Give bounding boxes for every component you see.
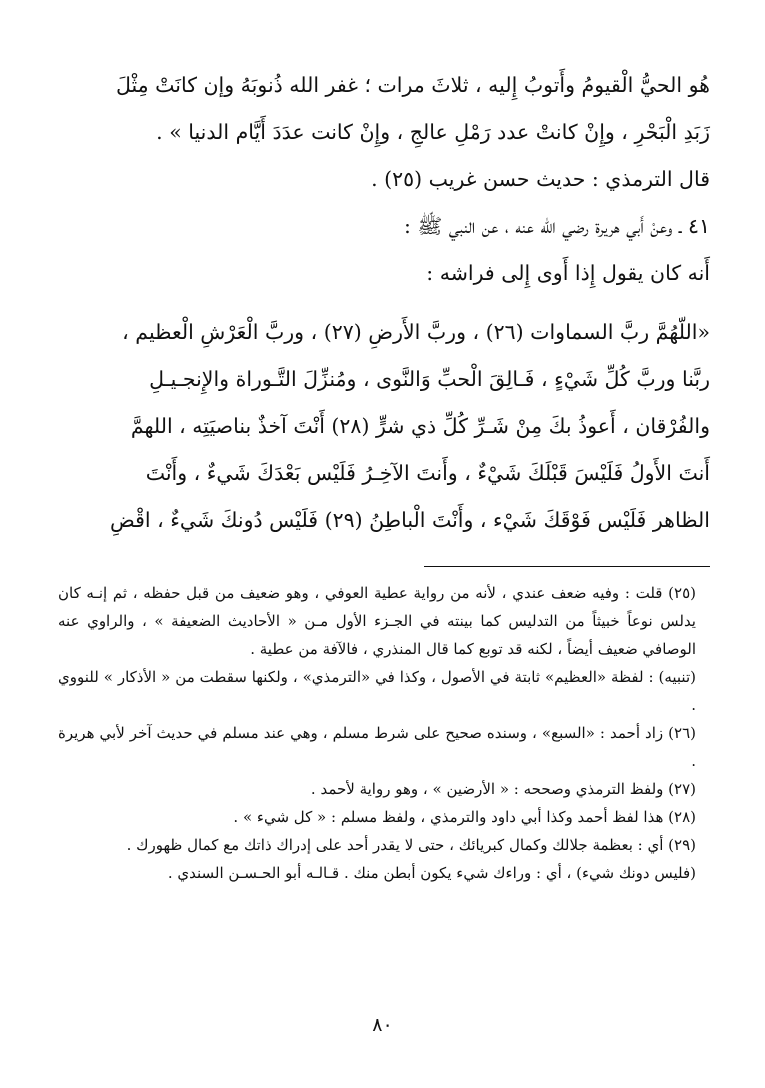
- main-line: أَنتَ الأَولُ فَلَيْسَ قَبْلَكَ شَيْءٌ ، وأَنتَ الآخِـرُ فَلَيْس بَعْدَكَ شَيءٌ ، وأَنْتَ: [145, 461, 710, 485]
- footnote-29: (٢٩) أي : بعظمة جلالك وكمال كبريائك ، حتى لا يقدر أحد على إدراك ذاتك مع كمال ظهورك .: [126, 836, 696, 854]
- footnote-28: (٢٨) هذا لفظ أحمد وكذا أبي داود والترمذي ، ولفظ مسلم : « كل شيء » .: [233, 808, 696, 826]
- footnote-26: (٢٦) زاد أحمد : «السبع» ، وسنده صحيح على شرط مسلم ، وهي عند مسلم في حديث آخر لأبي هريرة .: [58, 724, 696, 770]
- main-text: [58, 62, 710, 544]
- book-page: [58, 62, 710, 887]
- footnote-25: (٢٥) قلت : وفيه ضعف عندي ، لأنه من رواية عطية العوفي ، وهو ضعيف من قبل حفظه ، ثم إنـه كان يدلس نوعاً خبيثاً من التدليس كما بينته في الجـزء الأول مـن « الأحاديث الضعيفة » ، والراوي عنه الوصافي ضعيف أيضاً ، لكنه قد توبع كما قال المنذري ، فالآفة من عطية .: [58, 584, 696, 658]
- main-line: زَبَدِ الْبَحْرِ ، وإِنْ كانتْ عدد رَمْلِ عالجِ ، وإِنْ كانت عدَدَ أَيَّام الدنيا » .: [156, 120, 710, 144]
- main-line: والفُرْقان ، أَعوذُ بكَ مِنْ شَـرِّ كُلِّ ذي شرٍّ (٢٨) أَنْتَ آخذٌ بناصيَتِه ، اللهمَّ: [130, 414, 710, 438]
- footnote-29-note: (فليس دونك شيء) ، أي : وراءك شيء يكون أبطن منك . قـالـه أبو الحـسـن السندي .: [167, 864, 696, 882]
- main-line: هُو الحيُّ الْقيومُ وأَتوبُ إِليه ، ثلاثَ مرات ؛ غفر الله ذُنوبَهُ وإن كانَتْ مِثْلَ: [115, 73, 710, 97]
- main-line: أَنه كان يقول إِذا أَوى إِلى فراشه :: [426, 261, 710, 285]
- main-line: ٤١ ـ وعنْ أَبي هريرة رضي الله عنه ، عن النبي ﷺ :: [404, 214, 710, 238]
- main-line: الظاهر فَلَيْس فَوْقَكَ شَيْء ، وأَنْتَ الْباطِنُ (٢٩) فَلَيْس دُونكَ شَيءٌ ، اقْضِ: [109, 508, 710, 532]
- main-line: ربَّنا وربَّ كُلِّ شَيْءٍ ، فَـالِقَ الْحبِّ وَالنَّوى ، ومُنزِّلَ التَّـوراة والإِنجـيـلِ: [149, 367, 710, 391]
- main-line: «اللّهُمَّ ربَّ السماوات (٢٦) ، وربَّ الأَرضِ (٢٧) ، وربَّ الْعَرْشِ الْعظيم ،: [122, 320, 710, 344]
- footnotes: [58, 579, 710, 887]
- footnote-27: (٢٧) ولفظ الترمذي وصححه : « الأرضين » ، وهو رواية لأحمد .: [310, 780, 696, 798]
- main-line: قال الترمذي : حديث حسن غريب (٢٥) .: [371, 167, 710, 191]
- page-number: ٨٠: [372, 1014, 393, 1036]
- footnote-divider: [424, 566, 710, 567]
- footnote-note: (تنبيه) : لفظة «العظيم» ثابتة في الأصول ، وكذا في «الترمذي» ، ولكنها سقطت من « الأذكار » للنووي .: [58, 668, 696, 714]
